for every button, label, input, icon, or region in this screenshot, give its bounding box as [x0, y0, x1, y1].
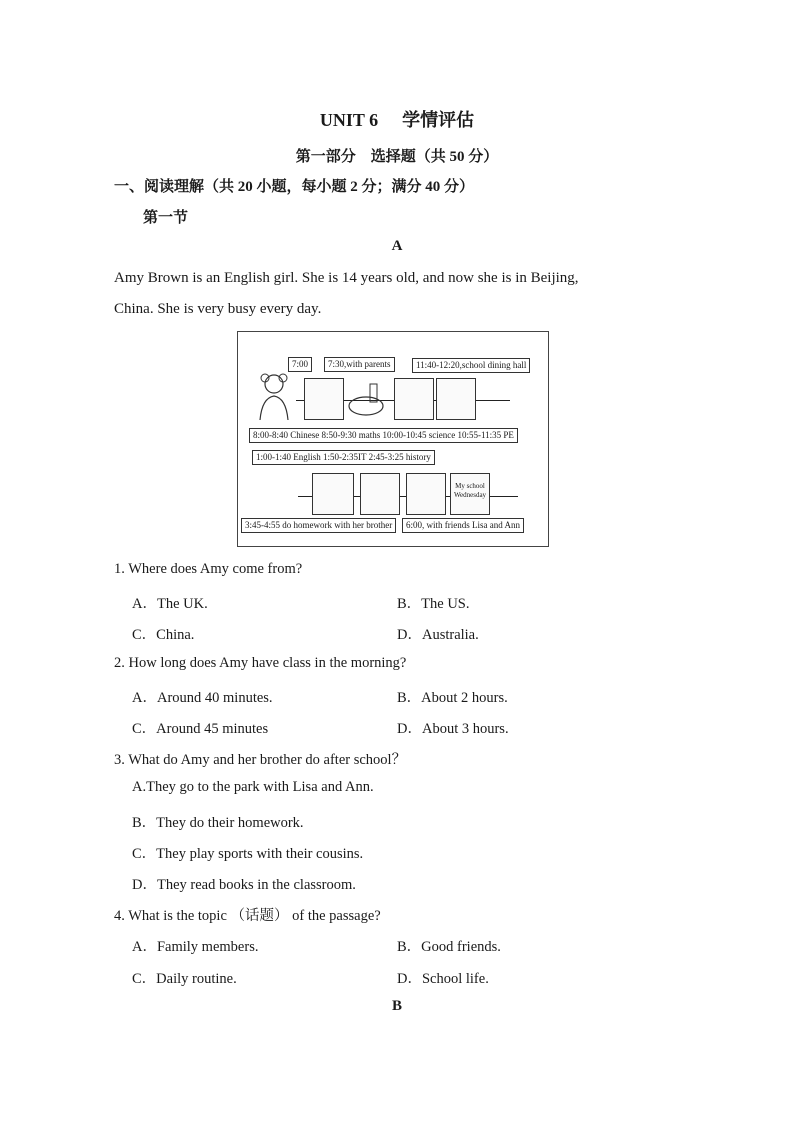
question-2-option-c: C．Around 45 minutes	[132, 721, 269, 737]
question-4-option-c: C．Daily routine.	[132, 971, 237, 987]
morning-classes-label: 8:00-8:40 Chinese 8:50-9:30 maths 10:00-10:45 science 10:55-11:35 PE	[249, 428, 518, 443]
time-label-7-30: 7:30,with parents	[324, 357, 395, 372]
plate-icon	[346, 380, 386, 418]
question-2-option-a: A．Around 40 minutes.	[132, 690, 273, 706]
question-4-option-a: A．Family members.	[132, 939, 259, 955]
question-1-option-c: C．China.	[132, 627, 195, 643]
question-3-option-a: A.They go to the park with Lisa and Ann.	[132, 779, 374, 795]
question-3-option-c: C．They play sports with their cousins.	[132, 846, 364, 862]
unit-label: UNIT 6	[319, 110, 379, 130]
dining-hall-picture	[436, 378, 476, 420]
notebook-picture	[450, 473, 490, 515]
section-heading: 一、阅读理解（共 20 小题，每小题 2 分；满分 40 分）	[114, 179, 475, 195]
page-title	[0, 106, 794, 132]
homework-time-label: 3:45-4:55 do homework with her brother	[241, 518, 396, 533]
question-3-stem: 3. What do Amy and her brother do after school？	[114, 752, 407, 768]
notebook-note: My school Wednesday	[453, 482, 487, 499]
question-3-option-d: D．They read books in the classroom.	[132, 877, 356, 893]
question-1-option-b: B．The US.	[397, 596, 470, 612]
time-label-7-00: 7:00	[288, 357, 312, 372]
question-2-option-b: B．About 2 hours.	[397, 690, 508, 706]
question-4-stem: 4. What is the topic （话题） of the passage?	[114, 908, 381, 924]
time-label-lunch: 11:40-12:20,school dining hall	[412, 358, 530, 373]
question-4-option-b: B．Good friends.	[397, 939, 501, 955]
question-3-option-b: B．They do their homework.	[132, 815, 304, 831]
passage-a-line-1: Amy Brown is an English girl. She is 14 years old, and now she is in Beijing,	[114, 270, 579, 286]
question-2-option-d: D．About 3 hours.	[397, 721, 509, 737]
evening-time-label: 6:00, with friends Lisa and Ann	[402, 518, 524, 533]
subsection-heading: 第一节	[143, 210, 189, 226]
title-label: 学情评估	[402, 110, 475, 130]
girl-illustration	[254, 370, 294, 422]
friends-picture	[406, 473, 446, 515]
daily-schedule-figure	[237, 331, 549, 547]
afternoon-classes-label: 1:00-1:40 English 1:50-2:35IT 2:45-3:25 history	[252, 450, 435, 465]
playing-picture	[360, 473, 400, 515]
breakfast-picture	[304, 378, 344, 420]
part-heading: 第一部分 选择题（共 50 分）	[295, 149, 499, 165]
passage-b-letter: B	[391, 998, 402, 1014]
passage-a-line-2: China. She is very busy every day.	[114, 301, 322, 317]
question-1-option-a: A．The UK.	[132, 596, 208, 612]
question-4-option-d: D．School life.	[397, 971, 489, 987]
homework-picture	[312, 473, 354, 515]
question-2-stem: 2. How long does Amy have class in the morning?	[114, 655, 407, 671]
question-1-option-d: D．Australia.	[397, 627, 479, 643]
classroom-picture	[394, 378, 434, 420]
passage-a-letter: A	[391, 238, 403, 254]
question-1-stem: 1. Where does Amy come from?	[114, 561, 303, 577]
